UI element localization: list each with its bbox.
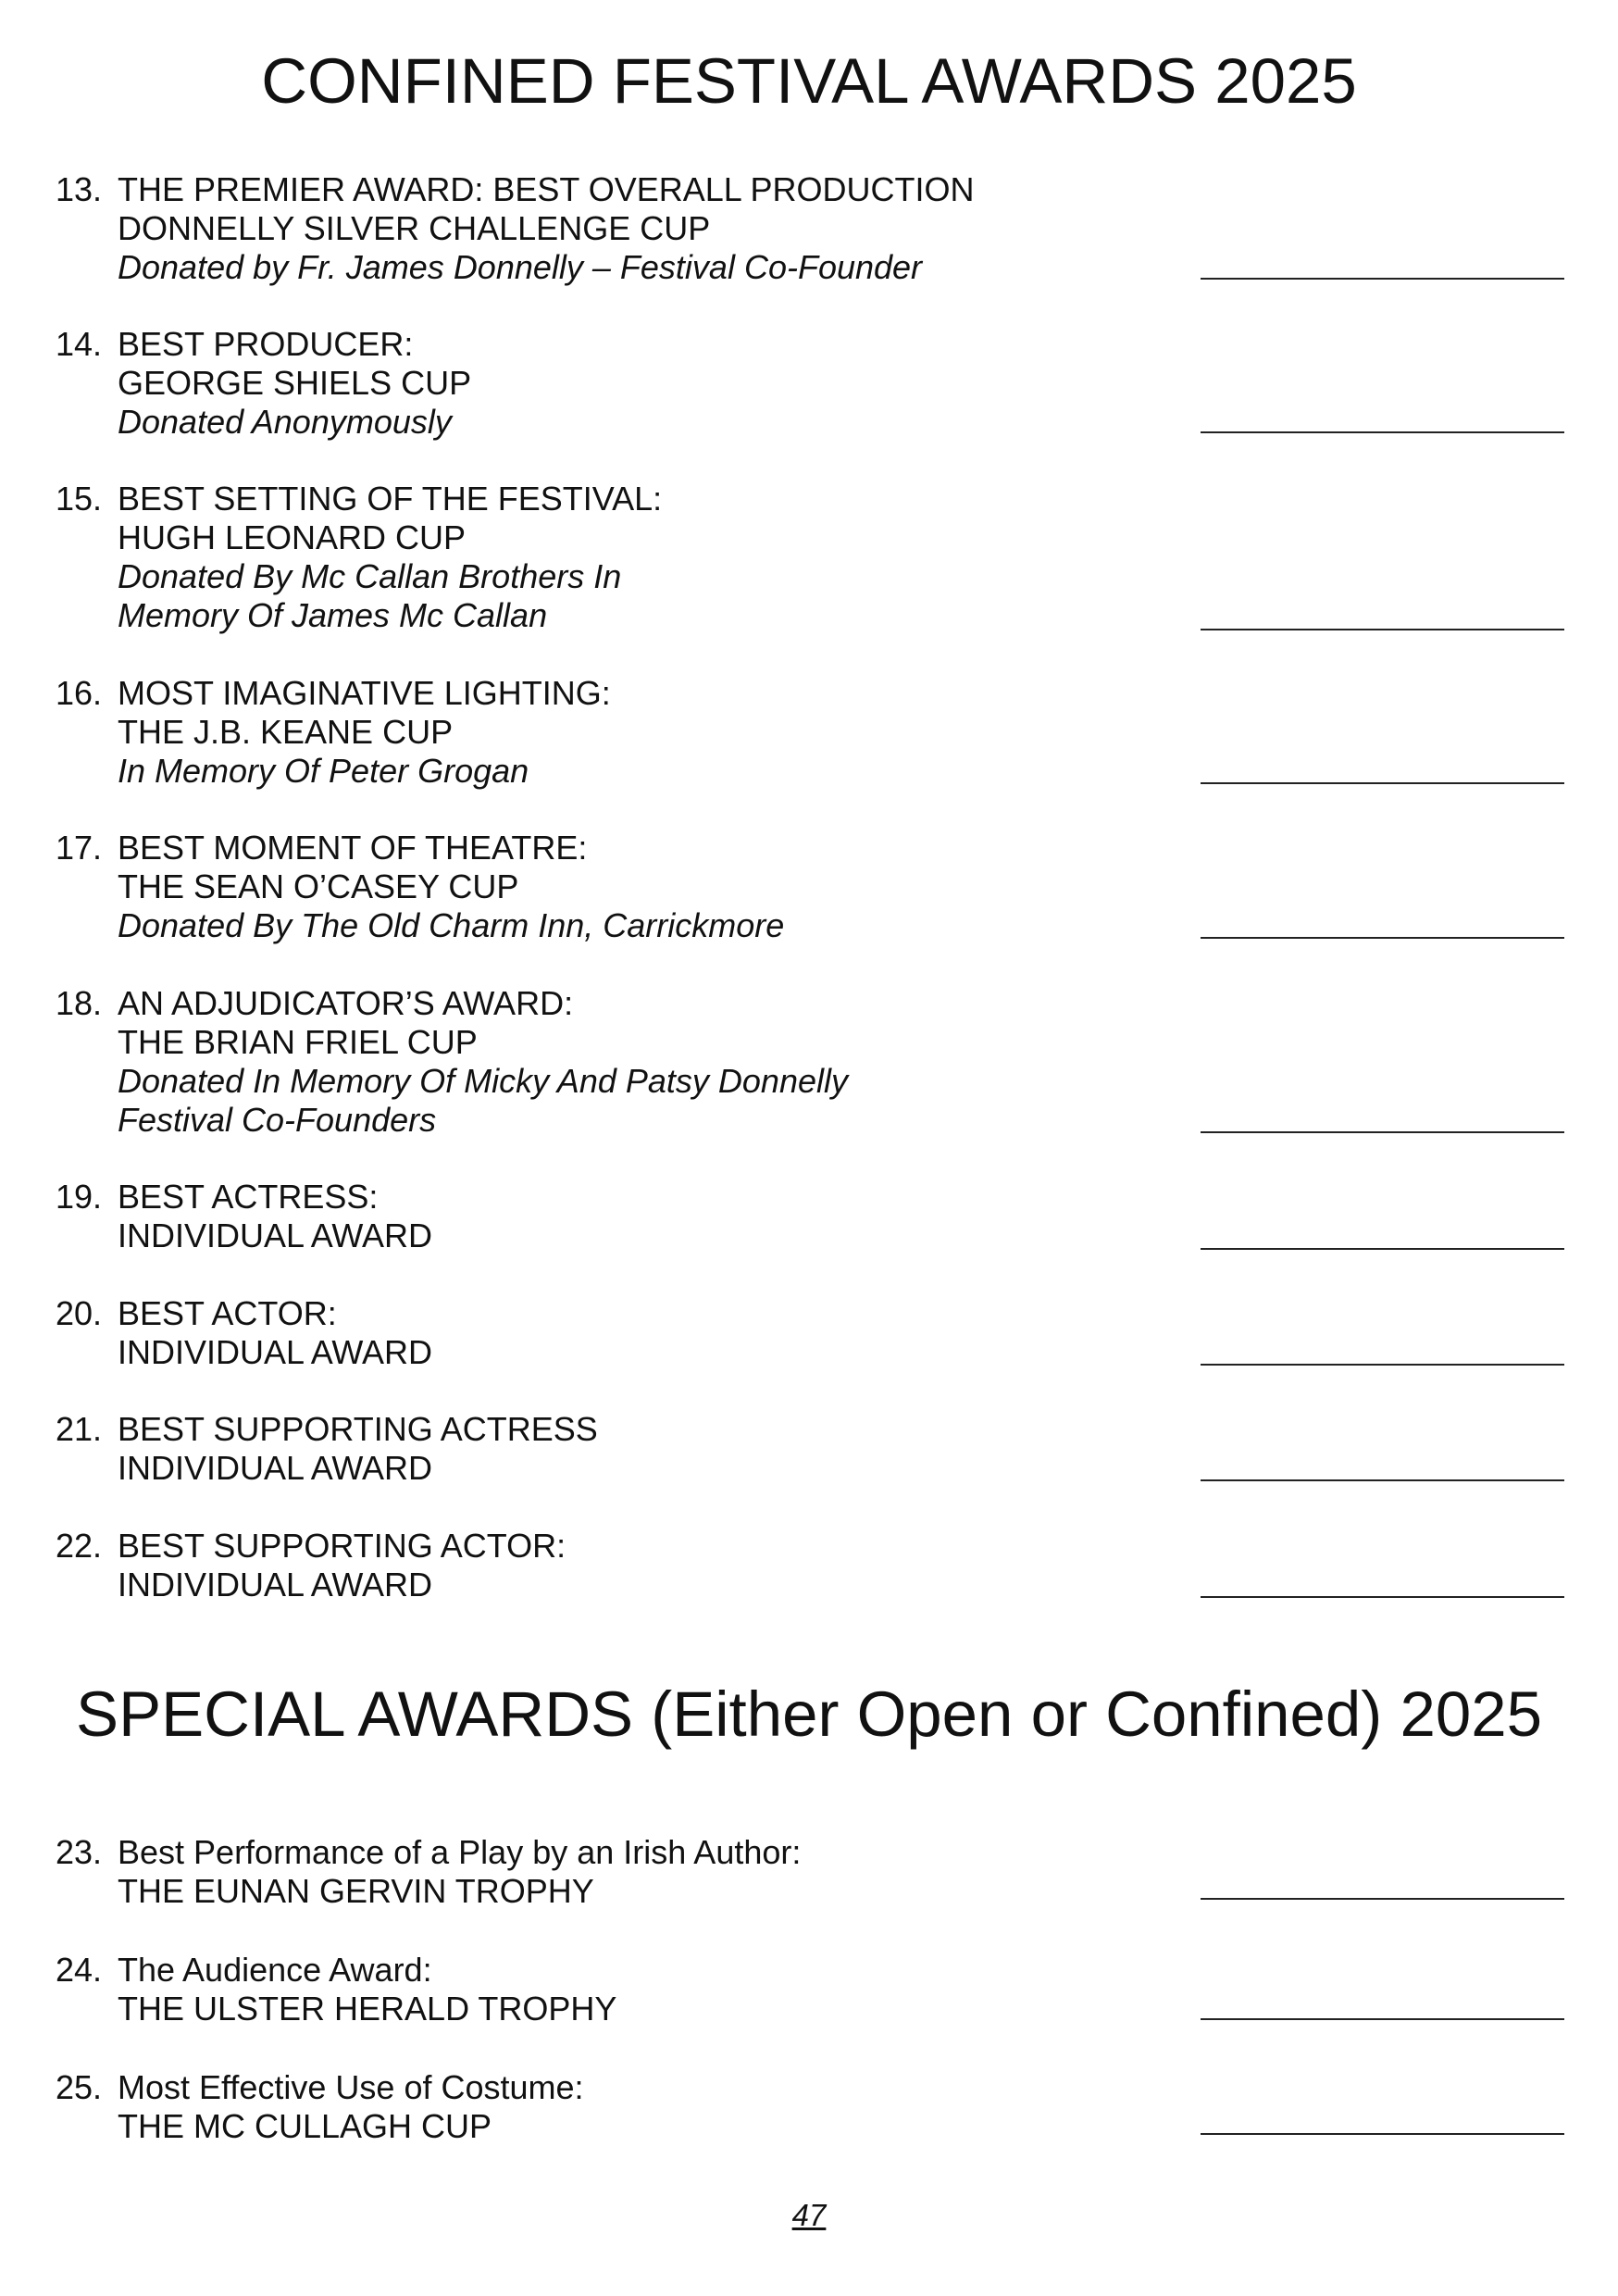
winner-blank-line — [1201, 1479, 1564, 1481]
award-donor-line: Donated Anonymously — [118, 403, 452, 441]
award-donor-line: Donated By The Old Charm Inn, Carrickmore — [118, 906, 785, 944]
award-title-line: THE J.B. KEANE CUP — [118, 713, 454, 751]
award-number: 21. — [56, 1410, 103, 1448]
award-text — [118, 1527, 1210, 1604]
award-text — [118, 1833, 1210, 1911]
confined-awards-heading: CONFINED FESTIVAL AWARDS 2025 — [261, 45, 1357, 117]
award-number: 22. — [56, 1527, 103, 1565]
award-title-line: AN ADJUDICATOR’S AWARD: — [118, 984, 574, 1022]
award-number: 20. — [56, 1294, 103, 1332]
award-donor-line: Donated In Memory Of Micky And Patsy Donnelly — [118, 1062, 848, 1100]
award-number: 24. — [56, 1951, 103, 1989]
winner-blank-line — [1201, 629, 1564, 630]
award-text — [118, 674, 1210, 791]
award-title-line: HUGH LEONARD CUP — [118, 518, 467, 556]
award-title-line: THE MC CULLAGH CUP — [118, 2107, 492, 2145]
award-title-line: MOST IMAGINATIVE LIGHTING: — [118, 674, 611, 712]
award-title-line: BEST SETTING OF THE FESTIVAL: — [118, 480, 663, 518]
award-number: 25. — [56, 2068, 103, 2106]
award-donor-line: In Memory Of Peter Grogan — [118, 752, 529, 790]
award-text — [118, 480, 1210, 635]
award-number: 13. — [56, 170, 103, 208]
award-title-line: Most Effective Use of Costume: — [118, 2068, 584, 2106]
award-title-line: BEST ACTRESS: — [118, 1178, 379, 1216]
page-number — [0, 2197, 1618, 2234]
award-number: 17. — [56, 829, 103, 867]
winner-blank-line — [1201, 782, 1564, 784]
winner-blank-line — [1201, 1248, 1564, 1250]
winner-blank-line — [1201, 2018, 1564, 2020]
award-text — [118, 170, 1210, 287]
award-title-line: THE PREMIER AWARD: BEST OVERALL PRODUCTION — [118, 170, 975, 208]
winner-blank-line — [1201, 431, 1564, 433]
award-text — [118, 1410, 1210, 1488]
award-title-line: THE BRIAN FRIEL CUP — [118, 1023, 478, 1061]
winner-blank-line — [1201, 1364, 1564, 1366]
award-text — [118, 829, 1210, 945]
award-donor-line: Donated by Fr. James Donnelly – Festival Co-Founder — [118, 248, 923, 286]
award-title-line: The Audience Award: — [118, 1951, 432, 1989]
award-title-line: Best Performance of a Play by an Irish Author: — [118, 1833, 802, 1871]
winner-blank-line — [1201, 1131, 1564, 1133]
award-title-line: GEORGE SHIELS CUP — [118, 364, 472, 402]
award-text — [118, 325, 1210, 442]
award-title-line: INDIVIDUAL AWARD — [118, 1333, 433, 1371]
award-title-line: INDIVIDUAL AWARD — [118, 1449, 433, 1487]
winner-blank-line — [1201, 2133, 1564, 2135]
award-number: 14. — [56, 325, 103, 363]
award-number: 19. — [56, 1178, 103, 1216]
award-donor-line: Donated By Mc Callan Brothers In — [118, 557, 622, 595]
award-title-line: INDIVIDUAL AWARD — [118, 1566, 433, 1603]
winner-blank-line — [1201, 937, 1564, 939]
award-title-line: BEST SUPPORTING ACTOR: — [118, 1527, 566, 1565]
award-text — [118, 1178, 1210, 1255]
award-title-line: DONNELLY SILVER CHALLENGE CUP — [118, 209, 711, 247]
winner-blank-line — [1201, 1898, 1564, 1900]
award-title-line: BEST SUPPORTING ACTRESS — [118, 1410, 598, 1448]
winner-blank-line — [1201, 1596, 1564, 1598]
award-title-line: BEST ACTOR: — [118, 1294, 337, 1332]
award-text — [118, 1294, 1210, 1372]
award-title-line: BEST MOMENT OF THEATRE: — [118, 829, 588, 867]
award-text — [118, 984, 1210, 1140]
page-number-text: 47 — [791, 2198, 827, 2232]
award-text — [118, 1951, 1210, 2028]
winner-blank-line — [1201, 278, 1564, 280]
award-number: 16. — [56, 674, 103, 712]
award-donor-line: Memory Of James Mc Callan — [118, 596, 548, 634]
award-number: 18. — [56, 984, 103, 1022]
award-title-line: INDIVIDUAL AWARD — [118, 1217, 433, 1254]
award-donor-line: Festival Co-Founders — [118, 1101, 437, 1139]
award-number: 15. — [56, 480, 103, 518]
award-title-line: THE ULSTER HERALD TROPHY — [118, 1990, 617, 2028]
award-number: 23. — [56, 1833, 103, 1871]
award-title-line: THE SEAN O’CASEY CUP — [118, 867, 519, 905]
special-awards-heading: SPECIAL AWARDS (Either Open or Confined) 2025 — [76, 1678, 1542, 1750]
award-title-line: THE EUNAN GERVIN TROPHY — [118, 1872, 594, 1910]
award-text — [118, 2068, 1210, 2146]
award-title-line: BEST PRODUCER: — [118, 325, 414, 363]
